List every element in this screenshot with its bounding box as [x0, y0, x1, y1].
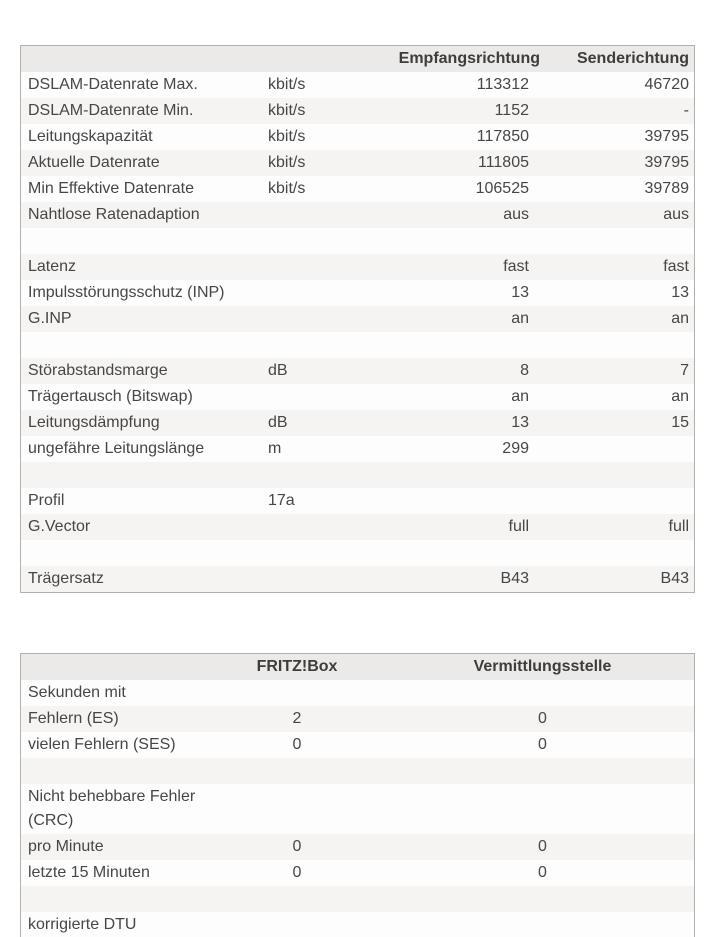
table-row: [21, 758, 694, 784]
column-header-fritzbox: FRITZ!Box: [256, 658, 338, 675]
table-row: [21, 514, 694, 540]
empty-header-cell: [261, 46, 381, 72]
row-unit: kbit/s: [268, 102, 306, 119]
dsl-table-header-row: [21, 46, 694, 72]
fritzbox-value: 0: [292, 736, 302, 753]
row-label: [21, 332, 261, 358]
table-row: [21, 358, 694, 384]
row-label: Leitungskapazität: [28, 128, 153, 145]
tx-value: [541, 488, 694, 514]
row-label: G.INP: [28, 310, 72, 327]
tx-value: fast: [663, 258, 689, 275]
tx-value: an: [671, 388, 689, 405]
table-row: [21, 306, 694, 332]
fritzbox-value: 2: [292, 710, 302, 727]
rx-value: [381, 462, 541, 488]
row-unit: kbit/s: [268, 128, 306, 145]
row-unit: m: [268, 440, 282, 457]
row-unit: [261, 202, 381, 228]
fritzbox-value: [203, 680, 391, 706]
row-unit: [261, 228, 381, 254]
row-label: Min Effektive Datenrate: [28, 180, 195, 197]
table-row: [21, 410, 694, 436]
column-header-vermittlungsstelle: Vermittlungsstelle: [473, 658, 612, 675]
vermittlungsstelle-value: [391, 758, 694, 784]
table-row: [21, 280, 694, 306]
row-label: G.Vector: [28, 518, 91, 535]
error-counters-table-grid: [21, 654, 694, 937]
vermittlungsstelle-value: [391, 886, 694, 912]
dsl-parameters-table-grid: [21, 46, 694, 592]
row-label: Trägertausch (Bitswap): [28, 388, 193, 405]
fritzbox-value: [203, 784, 391, 834]
rx-value: 1152: [494, 102, 529, 119]
table-row: [21, 124, 694, 150]
rx-value: [381, 488, 541, 514]
rx-value: fast: [503, 258, 529, 275]
vermittlungsstelle-value: [391, 784, 694, 834]
vermittlungsstelle-value: [391, 680, 694, 706]
row-label: Trägersatz: [28, 570, 104, 587]
tx-value: B43: [660, 570, 689, 587]
rx-value: 13: [511, 284, 529, 301]
rx-value: full: [508, 518, 529, 535]
fritzbox-value: 0: [292, 864, 302, 881]
row-label: Leitungsdämpfung: [28, 414, 160, 431]
row-unit: 17a: [268, 492, 295, 509]
vermittlungsstelle-value: [391, 912, 694, 937]
rx-value: [381, 228, 541, 254]
table-row: [21, 732, 694, 758]
row-label: DSLAM-Datenrate Max.: [28, 76, 198, 93]
rx-value: aus: [503, 206, 529, 223]
rx-value: 106525: [475, 180, 529, 197]
vermittlungsstelle-value: 0: [538, 838, 547, 855]
tx-value: an: [671, 310, 689, 327]
row-label: Latenz: [28, 258, 77, 275]
table-row: [21, 72, 694, 98]
tx-value: [541, 462, 694, 488]
row-unit: [261, 384, 381, 410]
row-unit: [261, 462, 381, 488]
rx-value: 13: [511, 414, 529, 431]
row-unit: [261, 514, 381, 540]
column-header-empfangsrichtung: Empfangsrichtung: [398, 50, 540, 67]
tx-value: [541, 540, 694, 566]
rx-value: 111805: [477, 154, 529, 171]
empty-header-cell: [21, 46, 261, 72]
row-unit: kbit/s: [268, 76, 306, 93]
table-row: [21, 202, 694, 228]
row-label: Impulsstörungsschutz (INP): [28, 284, 225, 301]
rx-value: [381, 332, 541, 358]
dsl-parameters-table: [20, 45, 695, 593]
row-label: Profil: [28, 492, 65, 509]
tx-value: [541, 228, 694, 254]
table-row: [21, 436, 694, 462]
table-row: [21, 886, 694, 912]
row-label: [21, 886, 203, 912]
column-header-senderichtung: Senderichtung: [576, 50, 689, 67]
rx-value: 299: [502, 440, 529, 457]
rx-value: an: [511, 388, 529, 405]
row-unit: [261, 332, 381, 358]
row-label: [21, 540, 261, 566]
row-label: ungefähre Leitungslänge: [28, 440, 205, 457]
row-label: Sekunden mit: [28, 684, 126, 701]
table-row: [21, 680, 694, 706]
table-row: [21, 540, 694, 566]
row-label: Aktuelle Datenrate: [28, 154, 160, 171]
row-unit: [261, 280, 381, 306]
table-row: [21, 228, 694, 254]
vermittlungsstelle-value: 0: [538, 710, 547, 727]
vermittlungsstelle-value: 0: [538, 736, 547, 753]
table-row: [21, 150, 694, 176]
tx-value: [541, 332, 694, 358]
fritzbox-value: 0: [292, 838, 302, 855]
tx-value: aus: [663, 206, 689, 223]
rx-value: B43: [500, 570, 529, 587]
table-row: [21, 384, 694, 410]
table-row: [21, 566, 694, 592]
error-counters-table: [20, 653, 695, 937]
tx-value: full: [668, 518, 689, 535]
row-label: vielen Fehlern (SES): [28, 736, 176, 753]
row-label: [21, 228, 261, 254]
table-row: [21, 176, 694, 202]
tx-value: 39795: [644, 128, 689, 145]
row-label: Fehlern (ES): [28, 710, 119, 727]
row-unit: kbit/s: [268, 180, 306, 197]
row-unit: [261, 306, 381, 332]
tx-value: 15: [671, 414, 689, 431]
row-label: Störabstandsmarge: [28, 362, 168, 379]
table-row: [21, 834, 694, 860]
row-label: DSLAM-Datenrate Min.: [28, 102, 194, 119]
row-label: pro Minute: [28, 838, 104, 855]
row-label: Nicht behebbare Fehler (CRC): [28, 788, 196, 829]
fritzbox-value: [203, 758, 391, 784]
table-row: [21, 254, 694, 280]
tx-value: 39789: [644, 180, 689, 197]
tx-value: -: [683, 102, 689, 119]
row-unit: [261, 254, 381, 280]
vermittlungsstelle-value: 0: [538, 864, 547, 881]
table-row: [21, 462, 694, 488]
row-label: [21, 758, 203, 784]
rx-value: [381, 540, 541, 566]
rx-value: an: [511, 310, 529, 327]
table-row: [21, 912, 694, 937]
table-row: [21, 860, 694, 886]
table-row: [21, 98, 694, 124]
row-unit: kbit/s: [268, 154, 306, 171]
row-label: [21, 462, 261, 488]
rx-value: 113312: [476, 76, 529, 93]
table-row: [21, 332, 694, 358]
tx-value: 46720: [644, 76, 689, 93]
error-table-header-row: [21, 654, 694, 680]
table-row: [21, 706, 694, 732]
row-label: Nahtlose Ratenadaption: [28, 206, 200, 223]
fritzbox-value: [203, 886, 391, 912]
fritzbox-value: [203, 912, 391, 937]
rx-value: 117850: [476, 128, 529, 145]
tx-value: 13: [671, 284, 689, 301]
row-unit: dB: [268, 362, 288, 379]
row-label: korrigierte DTU: [28, 916, 137, 933]
row-unit: [261, 540, 381, 566]
table-row: [21, 488, 694, 514]
rx-value: 8: [520, 362, 529, 379]
row-label: letzte 15 Minuten: [28, 864, 150, 881]
table-row: [21, 784, 694, 834]
tx-value: [541, 436, 694, 462]
tx-value: 39795: [644, 154, 689, 171]
row-unit: [261, 566, 381, 592]
tx-value: 7: [680, 362, 689, 379]
empty-header-cell: [21, 654, 203, 680]
row-unit: dB: [268, 414, 288, 431]
